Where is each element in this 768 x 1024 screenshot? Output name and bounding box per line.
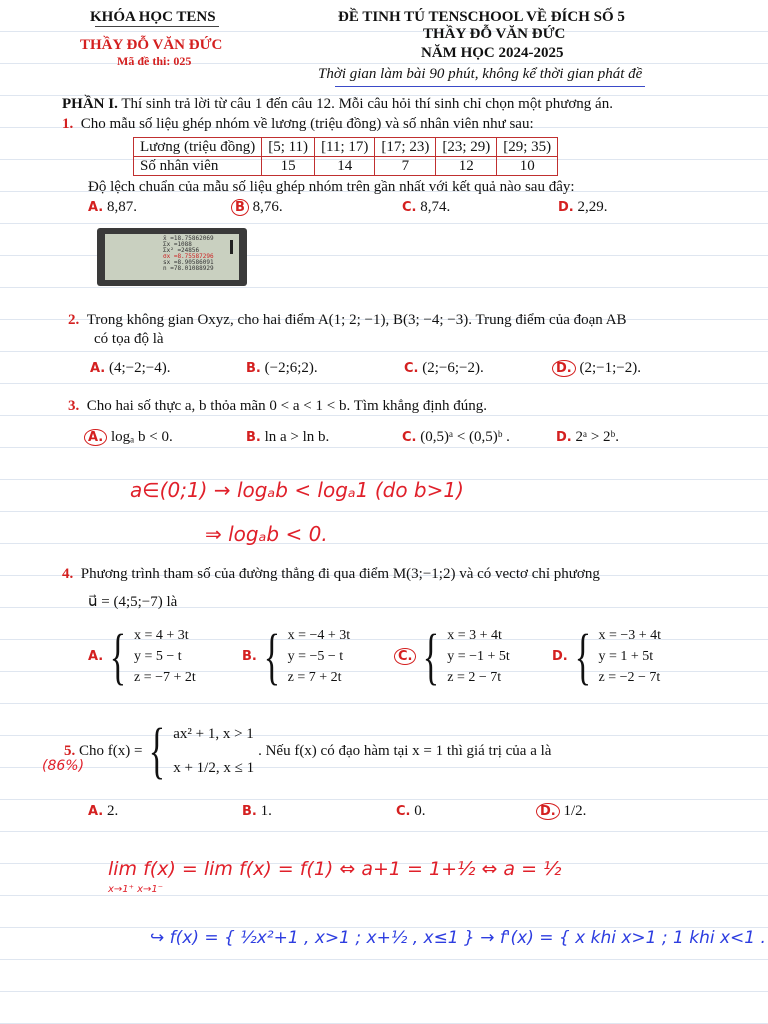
school-year: NĂM HỌC 2024-2025 [421,45,564,61]
table-row [134,138,558,157]
q5-option-b[interactable]: B. 1. [242,803,272,819]
q3-option-a[interactable]: A. logₐ b < 0. [84,429,173,446]
calculator-screen: x̄ =18.75862069 Σx =1088 Σx² =24856 σx =8.75587296 sx =8.90586091 n =78.01088929 [105,234,239,280]
q5-prefix: Cho f(x) = [79,742,143,759]
table-cell: 10 [497,157,558,176]
teacher-name-right: THẦY ĐỖ VĂN ĐỨC [423,26,566,42]
salary-table [133,137,558,176]
q4-option-a[interactable]: A. { x = 4 + 3t y = 5 − t z = −7 + 2t [88,622,196,691]
q4-option-b[interactable]: B. { x = −4 + 3t y = −5 − t z = 7 + 2t [242,622,351,691]
q4-stem [62,566,600,583]
table-cell: Số nhân viên [134,157,262,176]
q2-option-d[interactable]: D. (2;−1;−2). [552,360,641,377]
q2-option-b[interactable]: B. (−2;6;2). [246,360,318,376]
q2-number: 2. [68,312,80,328]
exam-title: ĐỀ TINH TÚ TENSCHOOL VỀ ĐÍCH SỐ 5 [338,9,625,25]
q5-handwriting-line2: ↪ f(x) = { ½x²+1 , x>1 ; x+½ , x≤1 } → f'(x) = { x khi x>1 ; 1 khi x<1 . [150,928,766,948]
q4-number: 4. [62,566,74,582]
part-text: Thí sinh trả lời từ câu 1 đến câu 12. Mỗi câu hỏi thí sinh chỉ chọn một phương án. [121,96,613,112]
teacher-name-left: THẦY ĐỖ VĂN ĐỨC [80,37,223,53]
q1-option-b[interactable]: B 8,76. [231,199,283,216]
q5-handwriting-limit-sub: x→1⁺ x→1⁻ [108,884,164,895]
table-cell: [23; 29) [436,138,497,157]
q4-option-d[interactable]: D. { x = −3 + 4t y = 1 + 5t z = −2 − 7t [552,622,662,691]
q3-number: 3. [68,398,80,414]
table-cell: [17; 23) [375,138,436,157]
q5-number: 5. [64,742,76,759]
part-instruction [62,96,613,113]
equation-system: x = −3 + 4t y = 1 + 5t z = −2 − 7t [598,628,662,685]
table-cell: [5; 11) [262,138,315,157]
q2-option-c[interactable]: C. (2;−6;−2). [404,360,484,376]
q1-option-c[interactable]: C. 8,74. [402,199,451,215]
course-title: KHÓA HỌC TENS [90,9,216,25]
q5-percent-tag: (86%) [42,758,85,774]
q1-number: 1. [62,116,74,132]
table-cell: Lương (triệu đồng) [134,138,262,157]
q2-stem [68,312,627,329]
q5-option-a[interactable]: A. 2. [88,803,119,819]
q1-option-d[interactable]: D. 2,29. [558,199,608,215]
q3-text: Cho hai số thực a, b thỏa mãn 0 < a < 1 < b. Tìm khẳng định đúng. [86,398,488,414]
brace-glyph: { [149,717,166,785]
q5-stem [64,717,551,785]
q1-question: Độ lệch chuẩn của mẫu số liệu ghép nhóm trên gần nhất với kết quả nào sau đây: [88,179,575,195]
q3-option-b[interactable]: B. ln a > ln b. [246,429,330,445]
q5-handwriting-line1: lim f(x) = lim f(x) = f(1) ⇔ a+1 = 1+½ ⇔ a = ½ [108,858,562,880]
brace-glyph: { [574,622,591,691]
q5-text: . Nếu f(x) có đạo hàm tại x = 1 thì giá trị của a là [258,742,552,759]
table-cell: [29; 35) [497,138,558,157]
q1-option-a[interactable]: A. 8,87. [88,199,137,215]
q4-option-c[interactable]: C. { x = 3 + 4t y = −1 + 5t z = 2 − 7t [394,625,510,688]
brace-glyph: { [109,622,127,691]
table-cell: 7 [375,157,436,176]
piecewise-function: ax² + 1, x > 1 x + 1/2, x ≤ 1 [173,726,255,776]
q3-option-d[interactable]: D. 2ᵃ > 2ᵇ. [556,429,619,445]
exam-code: Mã đề thi: 025 [117,54,192,68]
q3-handwriting-line1: a∈(0;1) → logₐb < logₐ1 (do b>1) [130,478,464,502]
q5-option-c[interactable]: C. 0. [396,803,426,819]
table-cell: 14 [315,157,375,176]
calculator-cursor [230,240,233,254]
table-cell: 15 [262,157,315,176]
table-row [134,157,558,176]
calculator-screenshot [97,228,247,286]
equation-system: x = −4 + 3t y = −5 − t z = 7 + 2t [287,628,351,685]
q2-text: Trong không gian Oxyz, cho hai điểm A(1; 2; −1), B(3; −4; −3). Trung điểm của đoạn AB [86,312,627,328]
q1-stem [62,116,534,133]
q3-stem [68,398,487,415]
brace-glyph: { [263,622,280,691]
part-label: PHẦN I. [62,96,118,112]
table-cell: [11; 17) [315,138,375,157]
q2-text-cont: có tọa độ là [94,331,164,347]
q3-handwriting-line2: ⇒ logₐb < 0. [205,522,328,546]
q1-text: Cho mẫu số liệu ghép nhóm về lương (triệu đồng) và số nhân viên như sau: [80,116,534,132]
brace-glyph: { [423,622,440,691]
q3-option-c[interactable]: C. (0,5)ᵃ < (0,5)ᵇ . [402,429,510,445]
q5-option-d[interactable]: D. 1/2. [536,803,586,820]
header-underline [335,86,645,87]
time-note: Thời gian làm bài 90 phút, không kể thời gian phát đề [318,66,643,82]
equation-system: x = 4 + 3t y = 5 − t z = −7 + 2t [134,628,196,685]
q2-option-a[interactable]: A. (4;−2;−4). [90,360,171,376]
table-cell: 12 [436,157,497,176]
equation-system: x = 3 + 4t y = −1 + 5t z = 2 − 7t [447,628,510,685]
q4-text: Phương trình tham số của đường thẳng đi qua điểm M(3;−1;2) và có vectơ chỉ phương [80,566,600,582]
title-underline [95,26,219,27]
q4-text-cont: u⃗ = (4;5;−7) là [88,594,178,610]
